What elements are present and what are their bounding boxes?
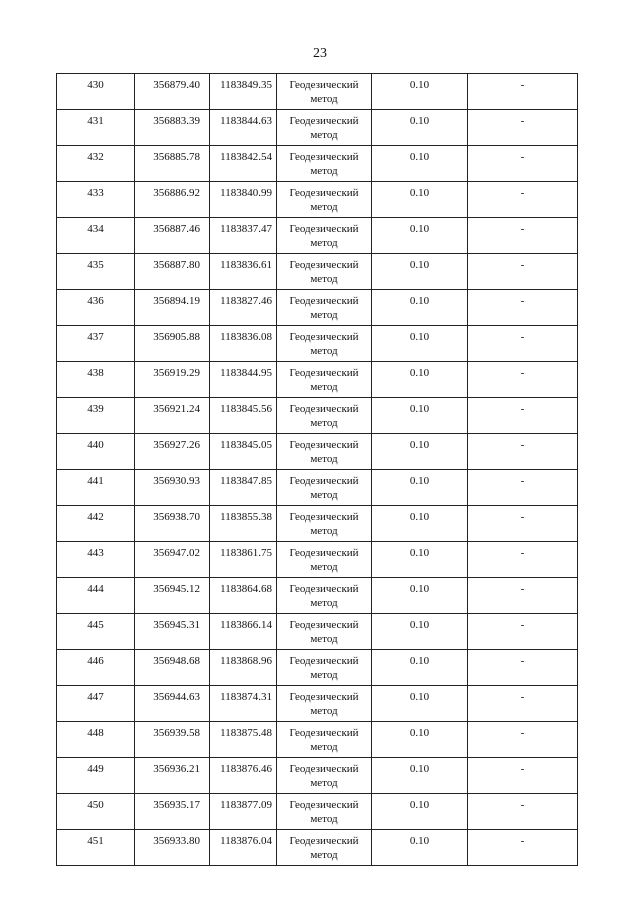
accuracy-cell: 0.10	[372, 254, 468, 290]
accuracy-cell: 0.10	[372, 506, 468, 542]
table-row	[57, 146, 578, 182]
point-number-cell: 450	[57, 794, 135, 830]
y-coordinate-cell: 1183844.63	[210, 110, 277, 146]
x-coordinate-cell: 356883.39	[135, 110, 210, 146]
note-cell: -	[468, 794, 578, 830]
table-row	[57, 326, 578, 362]
table-row	[57, 614, 578, 650]
method-cell: Геодезический метод	[277, 758, 372, 794]
accuracy-cell: 0.10	[372, 758, 468, 794]
table-row	[57, 398, 578, 434]
y-coordinate-cell: 1183875.48	[210, 722, 277, 758]
note-cell: -	[468, 614, 578, 650]
y-coordinate-cell: 1183868.96	[210, 650, 277, 686]
x-coordinate-cell: 356905.88	[135, 326, 210, 362]
accuracy-cell: 0.10	[372, 542, 468, 578]
note-cell: -	[468, 434, 578, 470]
table-row	[57, 650, 578, 686]
y-coordinate-cell: 1183837.47	[210, 218, 277, 254]
point-number-cell: 441	[57, 470, 135, 506]
point-number-cell: 449	[57, 758, 135, 794]
y-coordinate-cell: 1183874.31	[210, 686, 277, 722]
note-cell: -	[468, 326, 578, 362]
page-number: 23	[313, 46, 327, 61]
table-row	[57, 578, 578, 614]
method-cell: Геодезический метод	[277, 470, 372, 506]
y-coordinate-cell: 1183836.61	[210, 254, 277, 290]
note-cell: -	[468, 542, 578, 578]
point-number-cell: 444	[57, 578, 135, 614]
accuracy-cell: 0.10	[372, 362, 468, 398]
coordinates-table-body	[57, 74, 578, 866]
x-coordinate-cell: 356885.78	[135, 146, 210, 182]
note-cell: -	[468, 110, 578, 146]
x-coordinate-cell: 356930.93	[135, 470, 210, 506]
point-number-cell: 435	[57, 254, 135, 290]
point-number-cell: 430	[57, 74, 135, 110]
y-coordinate-cell: 1183847.85	[210, 470, 277, 506]
point-number-cell: 438	[57, 362, 135, 398]
x-coordinate-cell: 356921.24	[135, 398, 210, 434]
method-cell: Геодезический метод	[277, 218, 372, 254]
x-coordinate-cell: 356944.63	[135, 686, 210, 722]
point-number-cell: 442	[57, 506, 135, 542]
accuracy-cell: 0.10	[372, 434, 468, 470]
point-number-cell: 446	[57, 650, 135, 686]
y-coordinate-cell: 1183876.46	[210, 758, 277, 794]
note-cell: -	[468, 722, 578, 758]
note-cell: -	[468, 182, 578, 218]
method-cell: Геодезический метод	[277, 542, 372, 578]
method-cell: Геодезический метод	[277, 722, 372, 758]
y-coordinate-cell: 1183855.38	[210, 506, 277, 542]
method-cell: Геодезический метод	[277, 686, 372, 722]
table-row	[57, 218, 578, 254]
method-cell: Геодезический метод	[277, 254, 372, 290]
point-number-cell: 448	[57, 722, 135, 758]
note-cell: -	[468, 362, 578, 398]
point-number-cell: 439	[57, 398, 135, 434]
accuracy-cell: 0.10	[372, 830, 468, 866]
note-cell: -	[468, 470, 578, 506]
note-cell: -	[468, 506, 578, 542]
method-cell: Геодезический метод	[277, 578, 372, 614]
accuracy-cell: 0.10	[372, 290, 468, 326]
table-row	[57, 830, 578, 866]
table-row	[57, 794, 578, 830]
y-coordinate-cell: 1183849.35	[210, 74, 277, 110]
method-cell: Геодезический метод	[277, 830, 372, 866]
accuracy-cell: 0.10	[372, 686, 468, 722]
x-coordinate-cell: 356948.68	[135, 650, 210, 686]
note-cell: -	[468, 686, 578, 722]
table-row	[57, 362, 578, 398]
point-number-cell: 451	[57, 830, 135, 866]
note-cell: -	[468, 218, 578, 254]
y-coordinate-cell: 1183861.75	[210, 542, 277, 578]
x-coordinate-cell: 356887.80	[135, 254, 210, 290]
point-number-cell: 433	[57, 182, 135, 218]
y-coordinate-cell: 1183827.46	[210, 290, 277, 326]
accuracy-cell: 0.10	[372, 470, 468, 506]
table-row	[57, 542, 578, 578]
method-cell: Геодезический метод	[277, 614, 372, 650]
method-cell: Геодезический метод	[277, 650, 372, 686]
table-row	[57, 758, 578, 794]
table-row	[57, 110, 578, 146]
x-coordinate-cell: 356945.12	[135, 578, 210, 614]
x-coordinate-cell: 356936.21	[135, 758, 210, 794]
point-number-cell: 431	[57, 110, 135, 146]
table-row	[57, 722, 578, 758]
point-number-cell: 434	[57, 218, 135, 254]
accuracy-cell: 0.10	[372, 218, 468, 254]
x-coordinate-cell: 356887.46	[135, 218, 210, 254]
method-cell: Геодезический метод	[277, 398, 372, 434]
note-cell: -	[468, 74, 578, 110]
x-coordinate-cell: 356919.29	[135, 362, 210, 398]
point-number-cell: 437	[57, 326, 135, 362]
point-number-cell: 443	[57, 542, 135, 578]
note-cell: -	[468, 398, 578, 434]
method-cell: Геодезический метод	[277, 146, 372, 182]
note-cell: -	[468, 290, 578, 326]
method-cell: Геодезический метод	[277, 110, 372, 146]
x-coordinate-cell: 356947.02	[135, 542, 210, 578]
y-coordinate-cell: 1183842.54	[210, 146, 277, 182]
table-row	[57, 506, 578, 542]
table-row	[57, 74, 578, 110]
x-coordinate-cell: 356935.17	[135, 794, 210, 830]
table-row	[57, 290, 578, 326]
accuracy-cell: 0.10	[372, 182, 468, 218]
note-cell: -	[468, 254, 578, 290]
method-cell: Геодезический метод	[277, 182, 372, 218]
y-coordinate-cell: 1183845.05	[210, 434, 277, 470]
y-coordinate-cell: 1183840.99	[210, 182, 277, 218]
accuracy-cell: 0.10	[372, 74, 468, 110]
x-coordinate-cell: 356879.40	[135, 74, 210, 110]
note-cell: -	[468, 146, 578, 182]
coordinates-table	[56, 73, 578, 866]
accuracy-cell: 0.10	[372, 110, 468, 146]
y-coordinate-cell: 1183844.95	[210, 362, 277, 398]
accuracy-cell: 0.10	[372, 578, 468, 614]
method-cell: Геодезический метод	[277, 362, 372, 398]
note-cell: -	[468, 758, 578, 794]
note-cell: -	[468, 578, 578, 614]
table-row	[57, 470, 578, 506]
x-coordinate-cell: 356927.26	[135, 434, 210, 470]
x-coordinate-cell: 356939.58	[135, 722, 210, 758]
method-cell: Геодезический метод	[277, 506, 372, 542]
y-coordinate-cell: 1183866.14	[210, 614, 277, 650]
y-coordinate-cell: 1183864.68	[210, 578, 277, 614]
method-cell: Геодезический метод	[277, 326, 372, 362]
x-coordinate-cell: 356894.19	[135, 290, 210, 326]
x-coordinate-cell: 356945.31	[135, 614, 210, 650]
x-coordinate-cell: 356933.80	[135, 830, 210, 866]
point-number-cell: 445	[57, 614, 135, 650]
table-row	[57, 434, 578, 470]
y-coordinate-cell: 1183836.08	[210, 326, 277, 362]
x-coordinate-cell: 356886.92	[135, 182, 210, 218]
point-number-cell: 447	[57, 686, 135, 722]
y-coordinate-cell: 1183877.09	[210, 794, 277, 830]
method-cell: Геодезический метод	[277, 74, 372, 110]
y-coordinate-cell: 1183876.04	[210, 830, 277, 866]
table-row	[57, 254, 578, 290]
note-cell: -	[468, 650, 578, 686]
point-number-cell: 436	[57, 290, 135, 326]
y-coordinate-cell: 1183845.56	[210, 398, 277, 434]
note-cell: -	[468, 830, 578, 866]
accuracy-cell: 0.10	[372, 146, 468, 182]
table-row	[57, 686, 578, 722]
accuracy-cell: 0.10	[372, 398, 468, 434]
method-cell: Геодезический метод	[277, 290, 372, 326]
table-row	[57, 182, 578, 218]
method-cell: Геодезический метод	[277, 794, 372, 830]
method-cell: Геодезический метод	[277, 434, 372, 470]
x-coordinate-cell: 356938.70	[135, 506, 210, 542]
point-number-cell: 440	[57, 434, 135, 470]
accuracy-cell: 0.10	[372, 722, 468, 758]
accuracy-cell: 0.10	[372, 794, 468, 830]
accuracy-cell: 0.10	[372, 326, 468, 362]
point-number-cell: 432	[57, 146, 135, 182]
accuracy-cell: 0.10	[372, 650, 468, 686]
accuracy-cell: 0.10	[372, 614, 468, 650]
